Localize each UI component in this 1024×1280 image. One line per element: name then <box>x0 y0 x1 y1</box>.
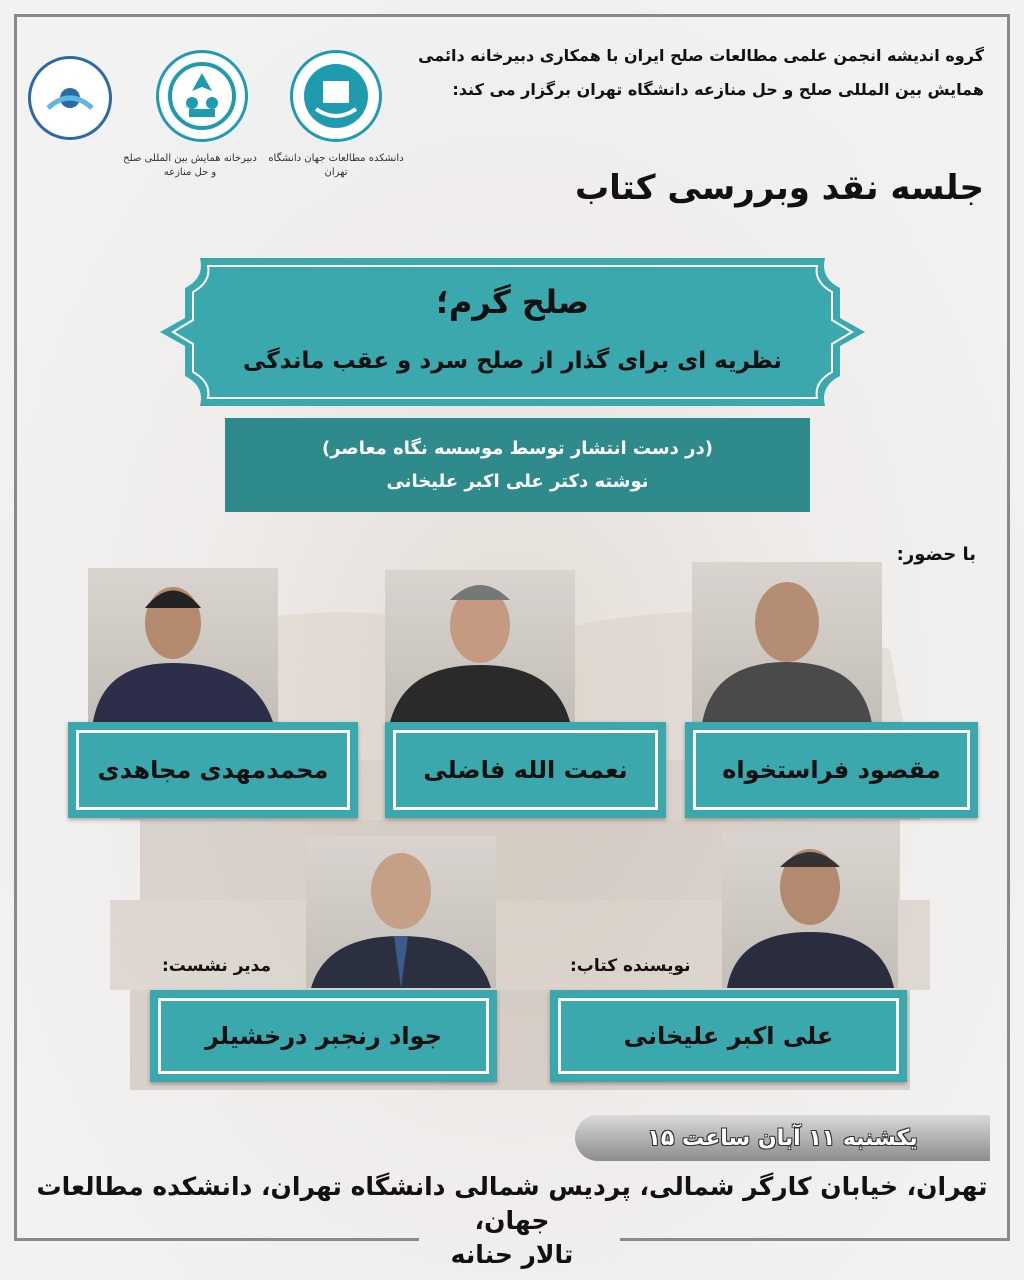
moderator-name: جواد رنجبر درخشیلر <box>158 998 489 1074</box>
panelist-photo <box>385 570 575 722</box>
author-photo <box>722 832 898 988</box>
moderator-name-card <box>150 990 497 1082</box>
book-title: صلح گرم؛ <box>436 283 589 321</box>
event-title: جلسه نقد وبررسی کتاب <box>574 168 984 208</box>
panelist-name-card <box>385 722 666 818</box>
presence-label: با حضور: <box>896 544 976 565</box>
panelist-name: محمدمهدی مجاهدی <box>76 730 350 810</box>
panelist-name-card <box>68 722 358 818</box>
publisher-note: (در دست انتشار توسط موسسه نگاه معاصر) <box>321 438 713 459</box>
panelist-photo <box>692 562 882 724</box>
logo-caption: دبیرخانه همایش بین المللی صلح و حل منازعه <box>123 153 257 178</box>
address-line-2: تالار حنانه <box>450 1240 574 1269</box>
panelist-name: نعمت الله فاضلی <box>393 730 658 810</box>
event-date-time: یکشنبه ۱۱ آبان ساعت ۱۵ <box>575 1115 990 1161</box>
author-name: علی اکبر علیخانی <box>558 998 899 1074</box>
author-note: نوشته دکتر علی اکبر علیخانی <box>386 471 649 492</box>
conference-secretariat-logo <box>156 50 248 142</box>
organizer-line-1: گروه اندیشه انجمن علمی مطالعات صلح ایران با همکاری دبیرخانه دائمی <box>418 46 984 65</box>
panelist-name-card <box>685 722 978 818</box>
peace-studies-association-logo <box>28 56 112 140</box>
university-of-tehran-logo <box>290 50 382 142</box>
moderator-photo <box>306 836 496 988</box>
panelist-name: مقصود فراستخواه <box>693 730 970 810</box>
publication-box <box>225 418 810 512</box>
book-subtitle: نظریه ای برای گذار از صلح سرد و عقب ماندگی <box>242 348 783 374</box>
author-role-label: نویسنده کتاب: <box>570 956 691 976</box>
logo-caption: دانشکده مطالعات جهان دانشگاه تهران <box>268 153 404 178</box>
organizer-line-2: همایش بین المللی صلح و حل منازعه دانشگاه تهران برگزار می کند: <box>452 80 984 99</box>
address-line-1: تهران، خیابان کارگر شمالی، پردیس شمالی دانشگاه تهران، دانشکده مطالعات جهان، <box>36 1172 988 1235</box>
address-block <box>12 1170 1012 1272</box>
panelist-photo <box>88 568 278 722</box>
moderator-role-label: مدیر نشست: <box>162 956 271 976</box>
author-name-card <box>550 990 907 1082</box>
